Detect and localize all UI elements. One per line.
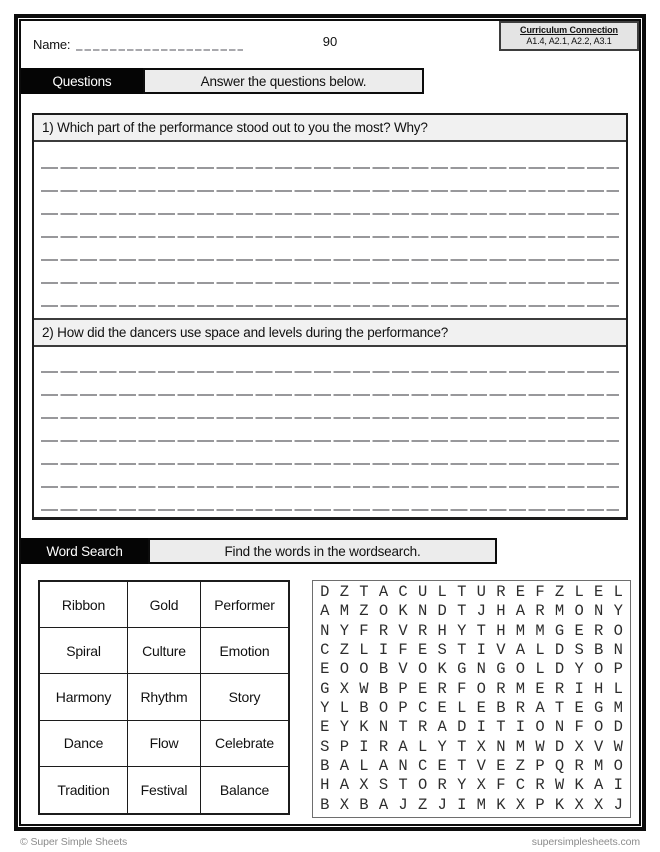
answer-line xyxy=(34,169,626,192)
word-search-letter: R xyxy=(437,679,447,698)
word-search-letter: R xyxy=(417,621,428,640)
word-search-row xyxy=(313,737,630,756)
answer-line xyxy=(34,192,626,215)
questions-table xyxy=(32,113,628,520)
word-search-letter: X xyxy=(476,737,486,756)
word-search-letter: C xyxy=(417,698,428,717)
word-search-letter: I xyxy=(574,679,584,698)
word-search-grid xyxy=(312,580,631,818)
curriculum-title: Curriculum Connection xyxy=(520,25,618,35)
word-search-letter: O xyxy=(613,756,623,775)
word-search-letter: D xyxy=(437,602,447,621)
word-search-letter: R xyxy=(594,621,604,640)
word-search-letter: A xyxy=(320,602,330,621)
word-search-letter: B xyxy=(359,795,369,814)
word-search-letter: O xyxy=(359,660,369,679)
word-search-letter: H xyxy=(496,602,506,621)
word-search-row xyxy=(313,662,630,678)
word-search-letter: F xyxy=(359,621,369,640)
word-search-letter: D xyxy=(554,660,565,679)
page-number: 90 xyxy=(322,34,338,49)
word-search-letter: N xyxy=(613,640,623,659)
word-search-instruction: Find the words in the wordsearch. xyxy=(148,538,497,564)
word-search-letter: H xyxy=(437,621,447,640)
word-search-row xyxy=(313,640,630,659)
word-search-letter: N xyxy=(496,737,506,756)
word-search-letter: V xyxy=(398,660,408,679)
word-search-letter: Y xyxy=(339,718,349,737)
word-search-row xyxy=(313,582,630,601)
question-2-prompt: 2) How did the dancers use space and levels during the performance? xyxy=(34,318,626,347)
word-search-letter: L xyxy=(535,640,545,659)
footer-website: supersimplesheets.com xyxy=(531,836,640,848)
word-search-letter: E xyxy=(594,582,604,601)
word-search-letter: R xyxy=(496,582,506,601)
footer xyxy=(20,836,640,848)
answer-line xyxy=(34,373,626,396)
word-search-letter: G xyxy=(496,660,506,679)
word-search-letter: T xyxy=(457,582,467,601)
word-search-letter: S xyxy=(320,737,330,756)
word-search-letter: G xyxy=(320,679,330,698)
word-search-letter: F xyxy=(535,582,545,601)
word-search-row xyxy=(313,756,630,775)
word-search-letter: W xyxy=(613,737,623,756)
word-search-letter: E xyxy=(437,756,447,775)
word-search-letter: R xyxy=(437,776,447,795)
word-search-letter: Z xyxy=(554,582,565,601)
word-bank-cell: Flow xyxy=(128,721,201,767)
word-bank-cell: Ribbon xyxy=(40,582,128,628)
word-search-letter: N xyxy=(476,660,486,679)
answer-line xyxy=(34,350,626,373)
word-search-section-header xyxy=(21,538,497,564)
word-search-letter: T xyxy=(457,756,467,775)
word-search-letter: L xyxy=(339,698,349,717)
word-search-letter: L xyxy=(613,679,623,698)
word-search-letter: L xyxy=(359,756,369,775)
word-search-letter: B xyxy=(320,756,330,775)
word-search-letter: S xyxy=(437,640,447,659)
word-search-letter: K xyxy=(437,660,447,679)
word-search-letter: P xyxy=(535,756,545,775)
word-search-letter: H xyxy=(594,679,604,698)
word-search-letter: I xyxy=(476,718,486,737)
word-search-letter: X xyxy=(574,795,584,814)
word-search-letter: Z xyxy=(339,640,349,659)
word-search-row xyxy=(313,604,630,620)
word-search-letter: O xyxy=(594,660,604,679)
word-search-letter: P xyxy=(398,698,408,717)
word-search-letter: K xyxy=(496,795,506,814)
word-search-letter: U xyxy=(476,582,486,601)
word-search-letter: K xyxy=(398,602,408,621)
word-search-letter: X xyxy=(339,795,349,814)
word-search-letter: X xyxy=(574,737,584,756)
word-search-letter: B xyxy=(594,640,604,659)
word-search-letter: N xyxy=(320,621,330,640)
word-search-letter: H xyxy=(320,776,330,795)
word-search-letter: D xyxy=(554,640,565,659)
word-search-letter: I xyxy=(457,795,467,814)
word-bank-cell: Story xyxy=(201,674,288,720)
word-search-letter: O xyxy=(574,602,584,621)
word-search-letter: A xyxy=(535,698,545,717)
word-search-letter: T xyxy=(398,776,408,795)
word-search-letter: P xyxy=(613,660,623,679)
word-search-letter: T xyxy=(476,621,486,640)
word-search-letter: O xyxy=(378,602,389,621)
word-search-letter: O xyxy=(378,698,389,717)
word-search-letter: O xyxy=(515,660,526,679)
word-search-letter: W xyxy=(535,737,545,756)
word-search-letter: V xyxy=(594,737,604,756)
word-search-letter: D xyxy=(320,582,330,601)
word-search-letter: K xyxy=(574,776,584,795)
word-search-letter: M xyxy=(339,602,349,621)
answer-line xyxy=(34,488,626,511)
question-2-answer-area xyxy=(34,347,626,517)
word-search-letter: E xyxy=(320,660,330,679)
question-1-prompt: 1) Which part of the performance stood out to you the most? Why? xyxy=(34,115,626,142)
word-search-letter: A xyxy=(339,776,349,795)
word-search-letter: A xyxy=(339,756,349,775)
word-search-letter: T xyxy=(398,718,408,737)
answer-line xyxy=(34,146,626,169)
word-search-letter: E xyxy=(515,582,526,601)
word-search-letter: E xyxy=(417,679,428,698)
word-search-letter: A xyxy=(378,795,389,814)
word-search-letter: A xyxy=(594,776,604,795)
word-search-row xyxy=(313,679,630,698)
word-search-letter: R xyxy=(417,718,428,737)
word-search-letter: Z xyxy=(339,582,349,601)
word-search-letter: W xyxy=(359,679,369,698)
word-search-letter: K xyxy=(359,718,369,737)
footer-copyright: © Super Simple Sheets xyxy=(20,836,128,848)
word-search-letter: S xyxy=(378,776,389,795)
word-search-letter: M xyxy=(535,621,545,640)
word-search-letter: D xyxy=(457,718,467,737)
word-search-row xyxy=(313,698,630,717)
word-search-letter: U xyxy=(417,582,428,601)
word-search-letter: B xyxy=(496,698,506,717)
word-search-letter: B xyxy=(359,698,369,717)
word-search-letter: O xyxy=(339,660,349,679)
page-frame xyxy=(14,14,646,831)
word-search-row xyxy=(313,778,630,794)
questions-instruction: Answer the questions below. xyxy=(143,68,424,94)
word-search-letter: C xyxy=(398,582,408,601)
word-search-letter: Z xyxy=(417,795,428,814)
word-search-letter: R xyxy=(378,737,389,756)
word-search-letter: E xyxy=(476,698,486,717)
word-search-letter: J xyxy=(437,795,447,814)
word-search-letter: B xyxy=(378,679,389,698)
word-search-letter: R xyxy=(515,698,526,717)
word-search-letter: L xyxy=(613,582,623,601)
word-search-letter: R xyxy=(535,776,545,795)
word-search-letter: O xyxy=(417,660,428,679)
name-label: Name: xyxy=(33,37,71,52)
word-search-letter: Y xyxy=(437,737,447,756)
curriculum-connection-box xyxy=(499,21,639,51)
word-bank-cell: Rhythm xyxy=(128,674,201,720)
word-search-letter: P xyxy=(398,679,408,698)
word-search-letter: T xyxy=(359,582,369,601)
word-search-letter: F xyxy=(574,718,584,737)
word-search-letter: I xyxy=(613,776,623,795)
page-frame-inner xyxy=(19,19,641,826)
word-search-letter: J xyxy=(398,795,408,814)
word-search-letter: O xyxy=(535,718,545,737)
word-search-letter: M xyxy=(613,698,623,717)
word-bank-cell: Festival xyxy=(128,767,201,813)
word-search-letter: Z xyxy=(359,602,369,621)
word-search-letter: E xyxy=(574,698,584,717)
word-search-letter: X xyxy=(359,776,369,795)
word-search-letter: R xyxy=(535,602,545,621)
word-search-letter: L xyxy=(574,582,584,601)
word-search-letter: A xyxy=(398,737,408,756)
word-search-letter: W xyxy=(554,776,565,795)
word-search-letter: H xyxy=(496,621,506,640)
word-search-letter: R xyxy=(554,679,565,698)
word-search-letter: C xyxy=(515,776,526,795)
word-search-letter: G xyxy=(554,621,565,640)
word-search-letter: J xyxy=(613,795,623,814)
word-search-letter: C xyxy=(320,640,330,659)
word-search-letter: P xyxy=(339,737,349,756)
word-search-letter: Y xyxy=(613,602,623,621)
word-search-letter: R xyxy=(574,756,584,775)
word-search-row xyxy=(313,720,630,736)
word-search-letter: E xyxy=(496,756,506,775)
word-search-letter: F xyxy=(457,679,467,698)
word-bank-cell: Harmony xyxy=(40,674,128,720)
word-search-letter: V xyxy=(496,640,506,659)
word-search-letter: B xyxy=(378,660,389,679)
word-search-letter: B xyxy=(320,795,330,814)
word-search-letter: Q xyxy=(554,756,565,775)
word-search-letter: X xyxy=(476,776,486,795)
word-search-row xyxy=(313,621,630,640)
word-bank-cell: Celebrate xyxy=(201,721,288,767)
word-search-letter: Y xyxy=(457,621,467,640)
word-search-letter: L xyxy=(535,660,545,679)
word-search-letter: R xyxy=(378,621,389,640)
word-search-letter: A xyxy=(378,582,389,601)
word-search-letter: N xyxy=(417,602,428,621)
word-search-letter: M xyxy=(594,756,604,775)
word-search-letter: O xyxy=(594,718,604,737)
word-search-letter: M xyxy=(515,679,526,698)
word-bank-cell: Emotion xyxy=(201,628,288,674)
word-search-letter: O xyxy=(417,776,428,795)
word-search-letter: T xyxy=(496,718,506,737)
answer-line xyxy=(34,442,626,465)
word-search-letter: L xyxy=(359,640,369,659)
word-search-letter: Y xyxy=(339,621,349,640)
word-search-letter: F xyxy=(496,776,506,795)
word-bank-table xyxy=(38,580,290,815)
word-search-section-label: Word Search xyxy=(21,538,148,564)
word-search-letter: A xyxy=(515,602,526,621)
word-search-letter: D xyxy=(613,718,623,737)
word-search-letter: O xyxy=(476,679,486,698)
word-search-letter: Z xyxy=(515,756,526,775)
word-search-letter: L xyxy=(437,582,447,601)
word-search-letter: G xyxy=(457,660,467,679)
answer-line xyxy=(34,419,626,442)
word-search-letter: T xyxy=(554,698,565,717)
word-search-letter: T xyxy=(457,640,467,659)
word-search-letter: N xyxy=(554,718,565,737)
word-bank-cell: Culture xyxy=(128,628,201,674)
questions-section-label: Questions xyxy=(21,68,143,94)
word-bank-cell: Gold xyxy=(128,582,201,628)
word-search-letter: D xyxy=(554,737,565,756)
word-search-letter: L xyxy=(417,737,428,756)
question-1-answer-area xyxy=(34,142,626,318)
answer-line xyxy=(34,261,626,284)
word-search-letter: C xyxy=(417,756,428,775)
word-search-letter: I xyxy=(476,640,486,659)
word-bank-cell: Dance xyxy=(40,721,128,767)
questions-section-header xyxy=(21,68,424,94)
word-search-letter: N xyxy=(398,756,408,775)
word-search-letter: E xyxy=(437,698,447,717)
answer-line xyxy=(34,215,626,238)
word-search-row xyxy=(313,795,630,814)
word-search-letter: A xyxy=(378,756,389,775)
word-search-letter: X xyxy=(515,795,526,814)
word-search-letter: K xyxy=(554,795,565,814)
word-search-letter: T xyxy=(457,737,467,756)
answer-line xyxy=(34,238,626,261)
word-search-letter: I xyxy=(359,737,369,756)
word-bank-cell: Spiral xyxy=(40,628,128,674)
word-search-letter: O xyxy=(613,621,623,640)
word-search-letter: X xyxy=(594,795,604,814)
word-bank-cell: Balance xyxy=(219,781,270,798)
word-search-letter: M xyxy=(554,602,565,621)
curriculum-codes: A1.4, A2.1, A2.2, A3.1 xyxy=(526,36,612,46)
word-search-letter: M xyxy=(515,621,526,640)
word-search-letter: N xyxy=(594,602,604,621)
word-search-letter: F xyxy=(398,640,408,659)
word-search-letter: J xyxy=(476,602,486,621)
word-search-letter: Y xyxy=(574,660,584,679)
word-search-letter: I xyxy=(378,640,389,659)
answer-line xyxy=(34,284,626,307)
answer-line xyxy=(34,396,626,419)
word-search-letter: E xyxy=(535,679,545,698)
word-search-letter: R xyxy=(496,679,506,698)
word-search-letter: A xyxy=(515,640,526,659)
word-search-letter: P xyxy=(535,795,545,814)
word-search-letter: E xyxy=(417,640,428,659)
word-search-letter: Y xyxy=(457,776,467,795)
word-search-letter: X xyxy=(339,679,349,698)
word-bank-cell: Performer xyxy=(201,582,288,628)
word-search-letter: S xyxy=(574,640,584,659)
word-search-letter: T xyxy=(457,602,467,621)
word-search-letter: L xyxy=(457,698,467,717)
word-search-letter: A xyxy=(437,718,447,737)
word-search-letter: M xyxy=(476,795,486,814)
word-search-letter: V xyxy=(398,621,408,640)
word-search-letter: E xyxy=(574,621,584,640)
word-search-letter: M xyxy=(515,737,526,756)
word-search-letter: E xyxy=(320,718,330,737)
word-search-letter: I xyxy=(515,718,526,737)
word-search-letter: V xyxy=(476,756,486,775)
word-search-letter: G xyxy=(594,698,604,717)
word-search-letter: N xyxy=(378,718,389,737)
word-search-letter: Y xyxy=(320,698,330,717)
answer-line xyxy=(34,465,626,488)
word-bank-cell: Tradition xyxy=(40,767,128,813)
